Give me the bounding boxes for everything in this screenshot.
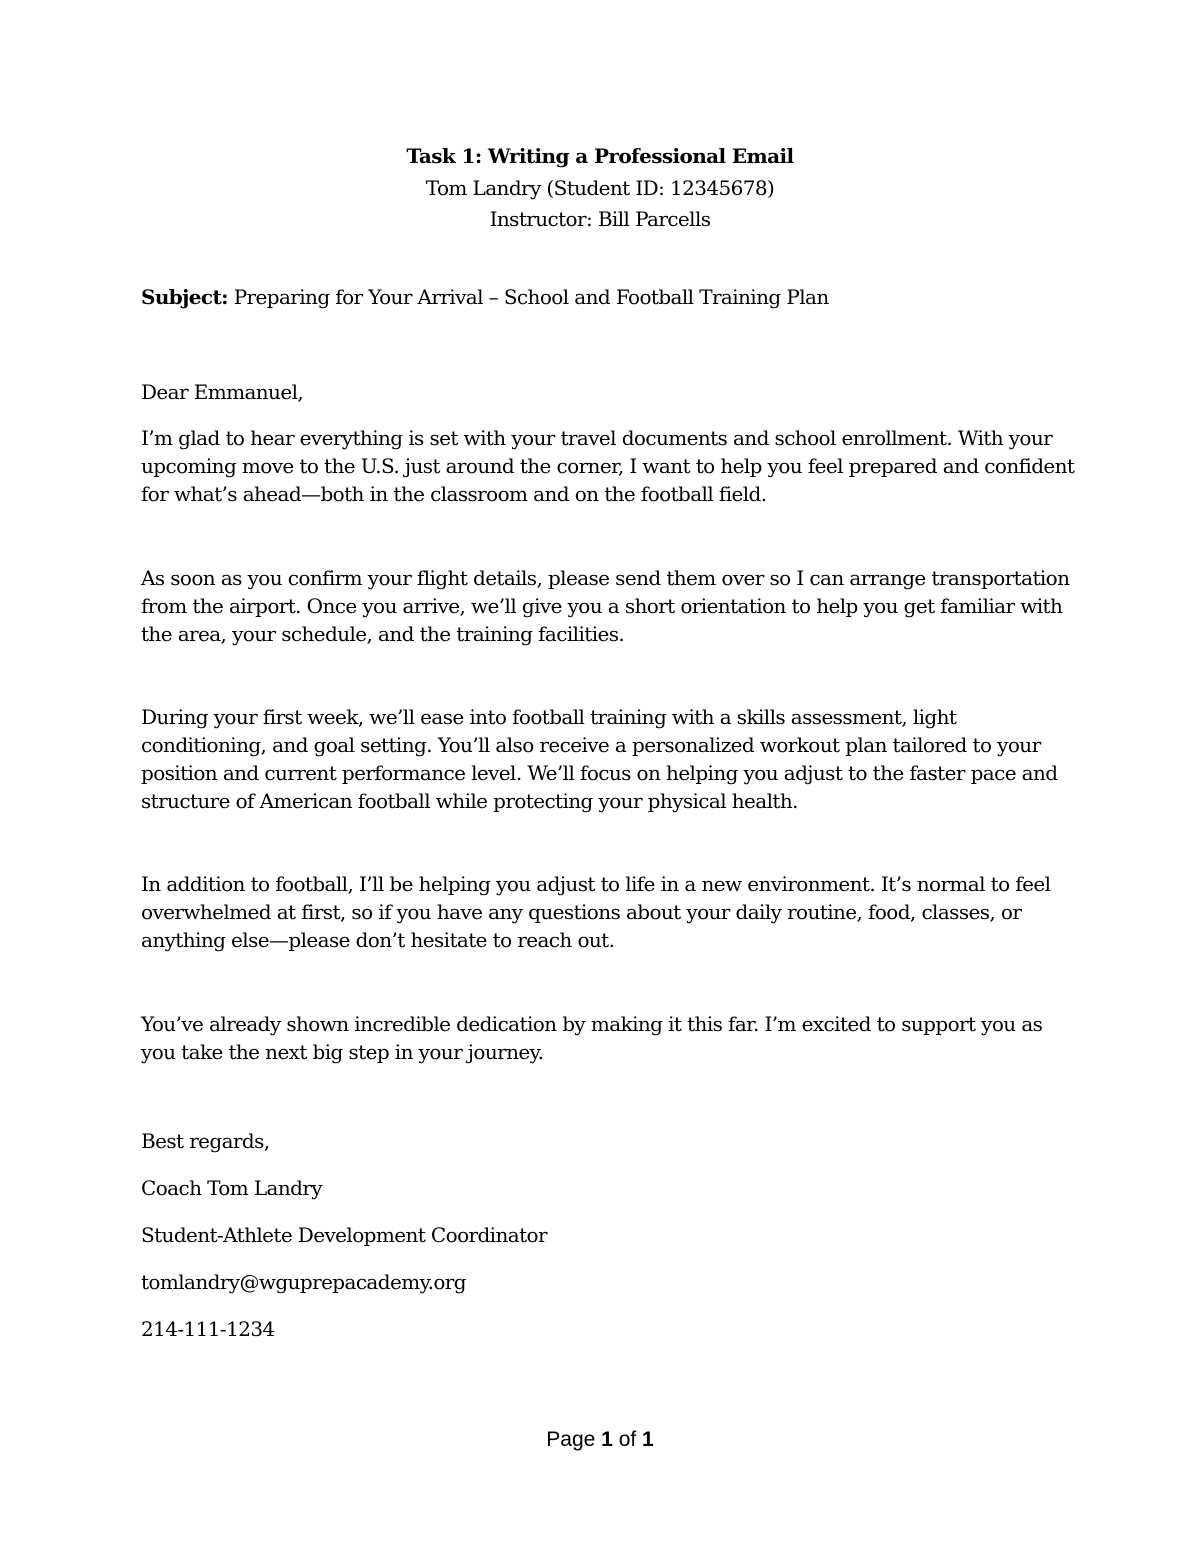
signature-name: Coach Tom Landry [141,1176,323,1200]
paragraph-line: the area, your schedule, and the training facilities. [141,622,625,646]
document-title: Task 1: Writing a Professional Email [406,144,794,168]
paragraph-line: During your first week, we’ll ease into football training with a skills assessment, light [141,705,957,729]
of-word: of [618,1428,637,1451]
email-paragraph-3 [141,703,1101,815]
subject-line [141,283,829,311]
signature-role: Student-Athlete Development Coordinator [141,1223,547,1247]
total-page-count: 1 [642,1428,654,1451]
email-paragraph-2 [141,564,1101,648]
email-paragraph-5 [141,1010,1101,1066]
current-page-number: 1 [601,1428,613,1451]
email-greeting: Dear Emmanuel, [141,380,304,404]
subject-text: Preparing for Your Arrival – School and Football Training Plan [227,285,829,309]
paragraph-line: In addition to football, I’ll be helping you adjust to life in a new environment. It’s normal to feel [141,872,1051,896]
paragraph-line: position and current performance level. We’ll focus on helping you adjust to the faster pace and [141,761,1058,785]
paragraph-line: anything else—please don’t hesitate to reach out. [141,928,615,952]
paragraph-line: I’m glad to hear everything is set with your travel documents and school enrollment. With your [141,426,1053,450]
subject-label: Subject: [141,285,228,309]
paragraph-line: As soon as you confirm your flight details, please send them over so I can arrange transportation [141,566,1070,590]
signature-email: tomlandry@wguprepacademy.org [141,1270,466,1294]
email-paragraph-1 [141,424,1101,508]
paragraph-line: upcoming move to the U.S. just around the corner, I want to help you feel prepared and confident [141,454,1075,478]
author-line: Tom Landry (Student ID: 12345678) [425,176,775,200]
email-closing: Best regards, [141,1129,270,1153]
page-number-footer [0,1426,1200,1454]
paragraph-line: You’ve already shown incredible dedication by making it this far. I’m excited to support you as [141,1012,1043,1036]
email-paragraph-4 [141,870,1101,954]
paragraph-line: conditioning, and goal setting. You’ll also receive a personalized workout plan tailored to your [141,733,1041,757]
paragraph-line: for what’s ahead—both in the classroom and on the football field. [141,482,767,506]
page-word: Page [546,1428,596,1451]
paragraph-line: from the airport. Once you arrive, we’ll give you a short orientation to help you get familiar with [141,594,1063,618]
signature-phone: 214-111-1234 [141,1317,275,1341]
paragraph-line: structure of American football while protecting your physical health. [141,789,798,813]
paragraph-line: you take the next big step in your journey. [141,1040,544,1064]
paragraph-line: overwhelmed at first, so if you have any questions about your daily routine, food, classes, or [141,900,1022,924]
instructor-line: Instructor: Bill Parcells [489,207,711,231]
